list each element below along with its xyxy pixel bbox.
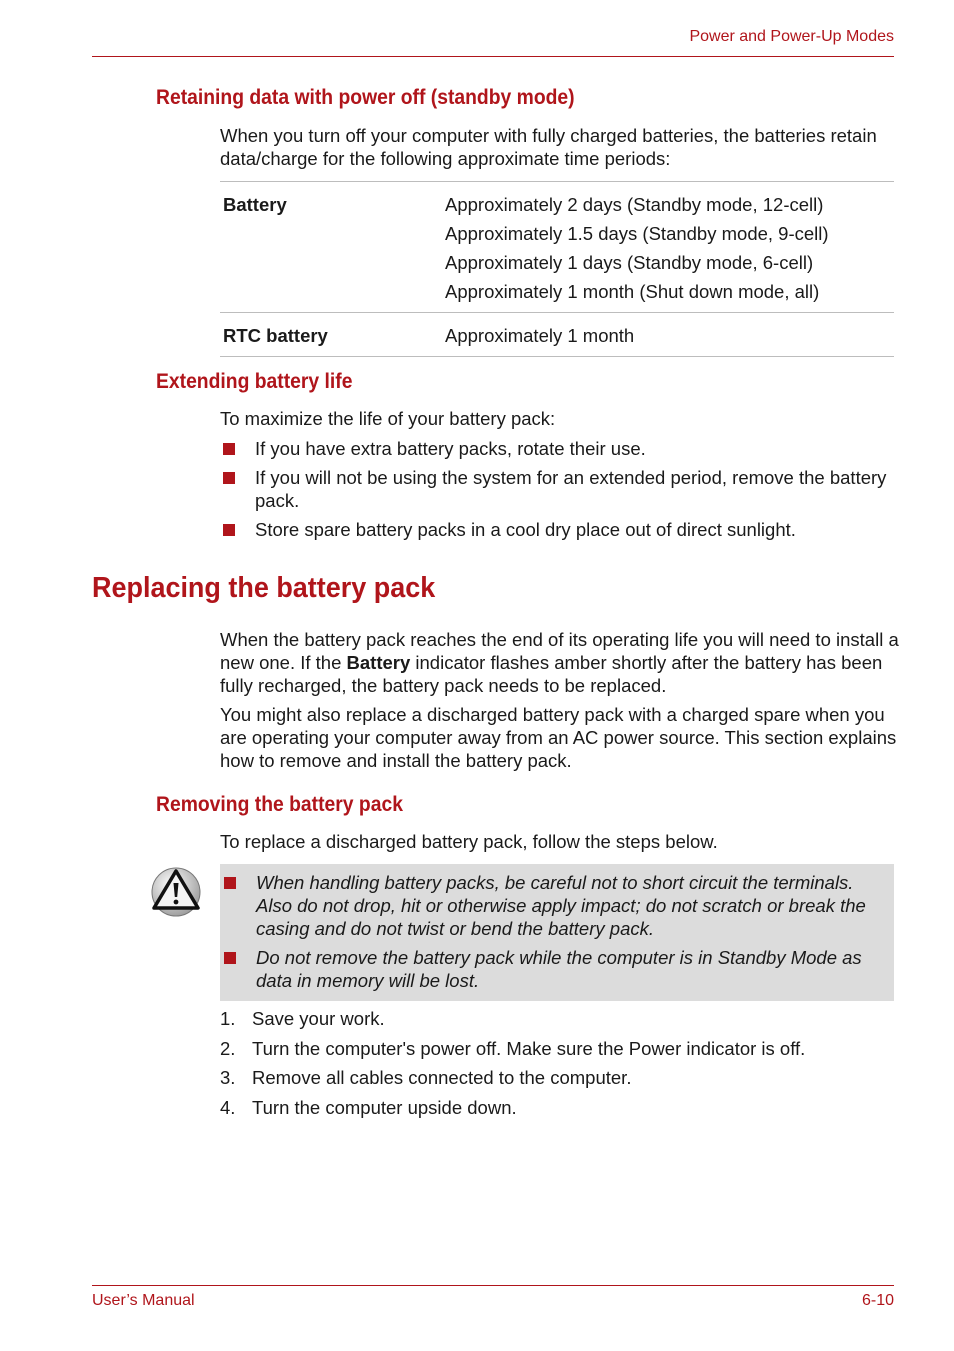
caution-note: [220, 864, 894, 1001]
step-text: Save your work.: [252, 1008, 385, 1029]
bullet-square-icon: [223, 472, 235, 484]
step-number: 3.: [220, 1067, 236, 1088]
battery-indicator-term: Battery: [346, 652, 411, 673]
table-row-label: RTC battery: [223, 325, 328, 346]
step-number: 4.: [220, 1096, 236, 1118]
step-number: 2.: [220, 1037, 236, 1059]
heading-standby: Retaining data with power off (standby mode): [156, 86, 575, 109]
removal-steps: [220, 1007, 894, 1125]
replacing-paragraph-1: [220, 628, 900, 697]
table-cell: Approximately 2 days (Standby mode, 12-cell): [445, 194, 824, 215]
paragraph-text: When the battery pack reaches the end of its operating life you will need to install a new one. If the: [220, 629, 899, 673]
caution-triangle-icon: [150, 866, 202, 918]
note-text: When handling battery packs, be careful not to short circuit the terminals. Also do not drop, hit or otherwise apply impact; do not scratch or break the casing and do not twist or bend the battery pack.: [256, 872, 866, 939]
removing-intro: To replace a discharged battery pack, follow the steps below.: [220, 831, 718, 852]
note-text: Do not remove the battery pack while the computer is in Standby Mode as data in memory will be lost.: [256, 947, 862, 991]
list-item: [220, 946, 888, 992]
footer-rule: [92, 1285, 894, 1286]
table-cell: Approximately 1 month (Shut down mode, all): [445, 281, 820, 302]
list-item: [220, 1037, 894, 1060]
heading-extending: Extending battery life: [156, 370, 353, 393]
extending-intro: To maximize the life of your battery pack:: [220, 408, 556, 429]
step-text: Turn the computer upside down.: [252, 1096, 517, 1118]
list-item: [220, 518, 894, 541]
standby-intro: When you turn off your computer with fully charged batteries, the batteries retain data/charge for the following approximate time periods:: [220, 125, 877, 169]
list-item-text: Store spare battery packs in a cool dry place out of direct sunlight.: [255, 519, 796, 540]
manual-name: User’s Manual: [92, 1292, 195, 1309]
list-item-text: If you will not be using the system for an extended period, remove the battery pack.: [255, 467, 887, 511]
list-item-text: If you have extra battery packs, rotate their use.: [255, 438, 646, 459]
extending-bullet-list: [220, 437, 894, 547]
table-cell: Approximately 1 month: [445, 325, 635, 346]
list-item: [220, 437, 894, 460]
step-number: 1.: [220, 1008, 236, 1029]
bullet-square-icon: [224, 952, 236, 964]
heading-removing: Removing the battery pack: [156, 793, 403, 816]
list-item: [220, 1096, 894, 1119]
list-item: [220, 466, 894, 512]
section-title-replacing: Replacing the battery pack: [92, 572, 436, 604]
bullet-square-icon: [224, 877, 236, 889]
bullet-square-icon: [223, 524, 235, 536]
replacing-paragraph-2: You might also replace a discharged battery pack with a charged spare when you are operating your computer away from an AC power source. This section explains how to remove and install the battery pack.: [220, 704, 897, 771]
list-item: [220, 1007, 894, 1030]
table-cell: Approximately 1 days (Standby mode, 6-cell): [445, 252, 814, 273]
page-number: 6-10: [861, 1292, 894, 1309]
table-row-values: [445, 190, 894, 306]
list-item: [220, 1066, 894, 1089]
paragraph-text: indicator flashes amber shortly after the battery has been fully recharged, the battery pack needs to be replaced.: [220, 652, 883, 696]
table-row-label: Battery: [223, 194, 287, 215]
table-row-values: [445, 321, 894, 350]
table-row: [220, 182, 894, 313]
table-cell: Approximately 1.5 days (Standby mode, 9-cell): [445, 223, 829, 244]
retention-table: [220, 181, 894, 357]
header-rule: [92, 56, 894, 57]
table-row: [220, 313, 894, 357]
step-text: Remove all cables connected to the computer.: [252, 1067, 632, 1088]
list-item: [220, 871, 888, 940]
chapter-title: Power and Power-Up Modes: [689, 28, 894, 45]
bullet-square-icon: [223, 443, 235, 455]
step-text: Turn the computer's power off. Make sure the Power indicator is off.: [252, 1037, 806, 1059]
